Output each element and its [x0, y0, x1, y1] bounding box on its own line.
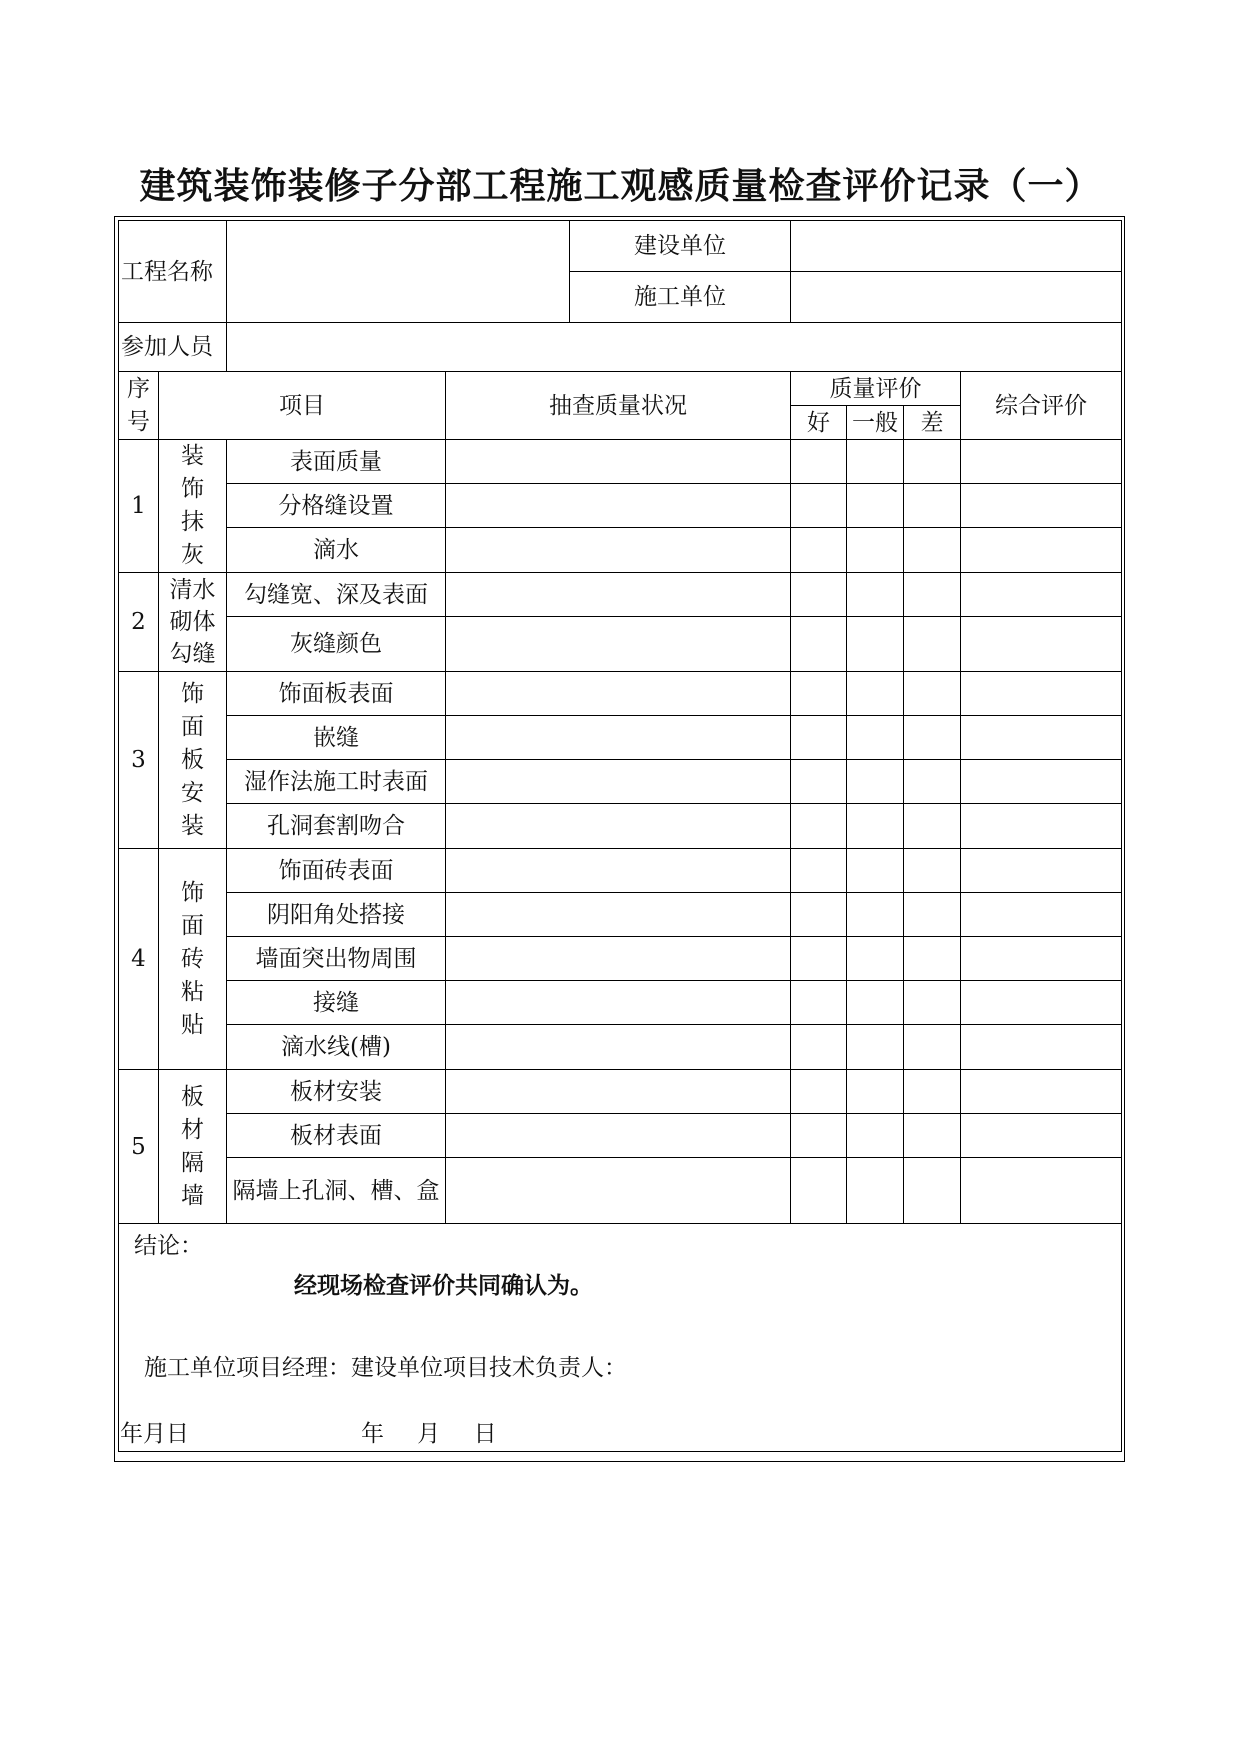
item-label: 接缝 [227, 981, 446, 1025]
good-cell[interactable] [791, 1114, 847, 1158]
check-status-cell[interactable] [446, 440, 791, 484]
overall-cell[interactable] [961, 893, 1122, 937]
overall-cell[interactable] [961, 672, 1122, 716]
average-cell[interactable] [847, 617, 904, 672]
inspection-form-table [118, 220, 1122, 1452]
group-name-text: 饰面砖粘贴 [181, 879, 204, 1038]
poor-cell[interactable] [904, 617, 961, 672]
construction-unit-field[interactable] [791, 272, 1122, 323]
group-name-text: 清水砌体勾缝 [169, 577, 216, 667]
good-cell[interactable] [791, 1158, 847, 1224]
check-status-cell[interactable] [446, 893, 791, 937]
group-name-text: 板材隔墙 [181, 1083, 204, 1209]
conclusion-statement: 经现场检查评价共同确认为。 [294, 1272, 593, 1299]
seq-header [119, 372, 159, 440]
build-unit-label: 建设单位 [570, 221, 791, 272]
average-cell[interactable] [847, 1158, 904, 1224]
poor-cell[interactable] [904, 1070, 961, 1114]
poor-cell[interactable] [904, 484, 961, 528]
participants-field[interactable] [227, 323, 1122, 372]
item-label: 板材安装 [227, 1070, 446, 1114]
average-cell[interactable] [847, 716, 904, 760]
good-cell[interactable] [791, 1070, 847, 1114]
page-title: 建筑装饰装修子分部工程施工观感质量检查评价记录（一） [139, 165, 1102, 207]
item-label: 湿作法施工时表面 [227, 760, 446, 804]
good-cell[interactable] [791, 440, 847, 484]
good-cell[interactable] [791, 617, 847, 672]
quality-eval-header: 质量评价 [791, 372, 961, 406]
group-no: 1 [119, 440, 159, 573]
good-cell[interactable] [791, 672, 847, 716]
overall-cell[interactable] [961, 849, 1122, 893]
poor-cell[interactable] [904, 1158, 961, 1224]
check-status-cell[interactable] [446, 937, 791, 981]
poor-cell[interactable] [904, 573, 961, 617]
construction-unit-label: 施工单位 [570, 272, 791, 323]
item-label: 阴阳角处搭接 [227, 893, 446, 937]
check-status-cell[interactable] [446, 528, 791, 573]
overall-cell[interactable] [961, 528, 1122, 573]
poor-cell[interactable] [904, 849, 961, 893]
group-name [159, 672, 227, 849]
average-cell[interactable] [847, 937, 904, 981]
poor-cell[interactable] [904, 1114, 961, 1158]
check-status-cell[interactable] [446, 484, 791, 528]
item-label: 饰面砖表面 [227, 849, 446, 893]
average-cell[interactable] [847, 1114, 904, 1158]
check-status-cell[interactable] [446, 1070, 791, 1114]
group-name [159, 1070, 227, 1224]
check-status-cell[interactable] [446, 573, 791, 617]
check-status-cell[interactable] [446, 1114, 791, 1158]
average-cell[interactable] [847, 1070, 904, 1114]
average-cell[interactable] [847, 440, 904, 484]
check-status-header: 抽查质量状况 [446, 372, 791, 440]
good-cell[interactable] [791, 528, 847, 573]
item-label: 滴水线(槽) [227, 1025, 446, 1070]
check-status-cell[interactable] [446, 981, 791, 1025]
overall-cell[interactable] [961, 716, 1122, 760]
signers-line: 施工单位项目经理：建设单位项目技术负责人： [144, 1355, 627, 1381]
group-name-text: 装饰抹灰 [181, 443, 204, 568]
check-status-cell[interactable] [446, 716, 791, 760]
good-header: 好 [791, 406, 847, 440]
seq-header-text: 序号 [127, 375, 150, 435]
good-cell[interactable] [791, 849, 847, 893]
overall-cell[interactable] [961, 1158, 1122, 1224]
project-name-field[interactable] [227, 221, 570, 323]
item-header: 项目 [159, 372, 446, 440]
overall-cell[interactable] [961, 804, 1122, 849]
poor-cell[interactable] [904, 672, 961, 716]
good-cell[interactable] [791, 804, 847, 849]
item-label: 隔墙上孔洞、槽、盒 [227, 1158, 446, 1224]
overall-cell[interactable] [961, 1114, 1122, 1158]
average-cell[interactable] [847, 760, 904, 804]
overall-cell[interactable] [961, 573, 1122, 617]
item-label: 嵌缝 [227, 716, 446, 760]
date-left: 年月日 [120, 1421, 189, 1447]
overall-cell[interactable] [961, 1070, 1122, 1114]
check-status-cell[interactable] [446, 849, 791, 893]
build-unit-field[interactable] [791, 221, 1122, 272]
overall-cell[interactable] [961, 981, 1122, 1025]
good-cell[interactable] [791, 716, 847, 760]
good-cell[interactable] [791, 1025, 847, 1070]
poor-header: 差 [904, 406, 961, 440]
group-no: 3 [119, 672, 159, 849]
poor-cell[interactable] [904, 528, 961, 573]
average-cell[interactable] [847, 893, 904, 937]
check-status-cell[interactable] [446, 760, 791, 804]
overall-cell[interactable] [961, 760, 1122, 804]
poor-cell[interactable] [904, 1025, 961, 1070]
group-name [159, 440, 227, 573]
average-cell[interactable] [847, 981, 904, 1025]
item-label: 孔洞套割吻合 [227, 804, 446, 849]
average-cell[interactable] [847, 804, 904, 849]
average-cell[interactable] [847, 484, 904, 528]
overall-cell[interactable] [961, 937, 1122, 981]
good-cell[interactable] [791, 981, 847, 1025]
check-status-cell[interactable] [446, 617, 791, 672]
good-cell[interactable] [791, 893, 847, 937]
conclusion-label: 结论： [134, 1233, 203, 1259]
group-no: 2 [119, 573, 159, 672]
item-label: 板材表面 [227, 1114, 446, 1158]
poor-cell[interactable] [904, 893, 961, 937]
participants-label: 参加人员 [119, 323, 227, 372]
poor-cell[interactable] [904, 716, 961, 760]
check-status-cell[interactable] [446, 1025, 791, 1070]
average-header: 一般 [847, 406, 904, 440]
item-label: 灰缝颜色 [227, 617, 446, 672]
poor-cell[interactable] [904, 760, 961, 804]
group-name-text: 饰面板安装 [181, 680, 204, 839]
poor-cell[interactable] [904, 804, 961, 849]
item-label: 滴水 [227, 528, 446, 573]
item-label: 分格缝设置 [227, 484, 446, 528]
average-cell[interactable] [847, 528, 904, 573]
average-cell[interactable] [847, 573, 904, 617]
item-label: 表面质量 [227, 440, 446, 484]
good-cell[interactable] [791, 573, 847, 617]
check-status-cell[interactable] [446, 804, 791, 849]
item-label: 墙面突出物周围 [227, 937, 446, 981]
conclusion-cell [119, 1224, 1122, 1452]
average-cell[interactable] [847, 849, 904, 893]
check-status-cell[interactable] [446, 672, 791, 716]
item-label: 勾缝宽、深及表面 [227, 573, 446, 617]
group-name [159, 849, 227, 1070]
group-no: 4 [119, 849, 159, 1070]
date-right: 年 月 日 [361, 1421, 497, 1447]
good-cell[interactable] [791, 760, 847, 804]
overall-eval-header: 综合评价 [961, 372, 1122, 440]
overall-cell[interactable] [961, 484, 1122, 528]
group-name [159, 573, 227, 672]
item-label: 饰面板表面 [227, 672, 446, 716]
average-cell[interactable] [847, 1025, 904, 1070]
poor-cell[interactable] [904, 981, 961, 1025]
poor-cell[interactable] [904, 937, 961, 981]
average-cell[interactable] [847, 672, 904, 716]
good-cell[interactable] [791, 937, 847, 981]
overall-cell[interactable] [961, 617, 1122, 672]
overall-cell[interactable] [961, 440, 1122, 484]
group-no: 5 [119, 1070, 159, 1224]
overall-cell[interactable] [961, 1025, 1122, 1070]
project-name-label: 工程名称 [119, 221, 227, 323]
good-cell[interactable] [791, 484, 847, 528]
check-status-cell[interactable] [446, 1158, 791, 1224]
poor-cell[interactable] [904, 440, 961, 484]
